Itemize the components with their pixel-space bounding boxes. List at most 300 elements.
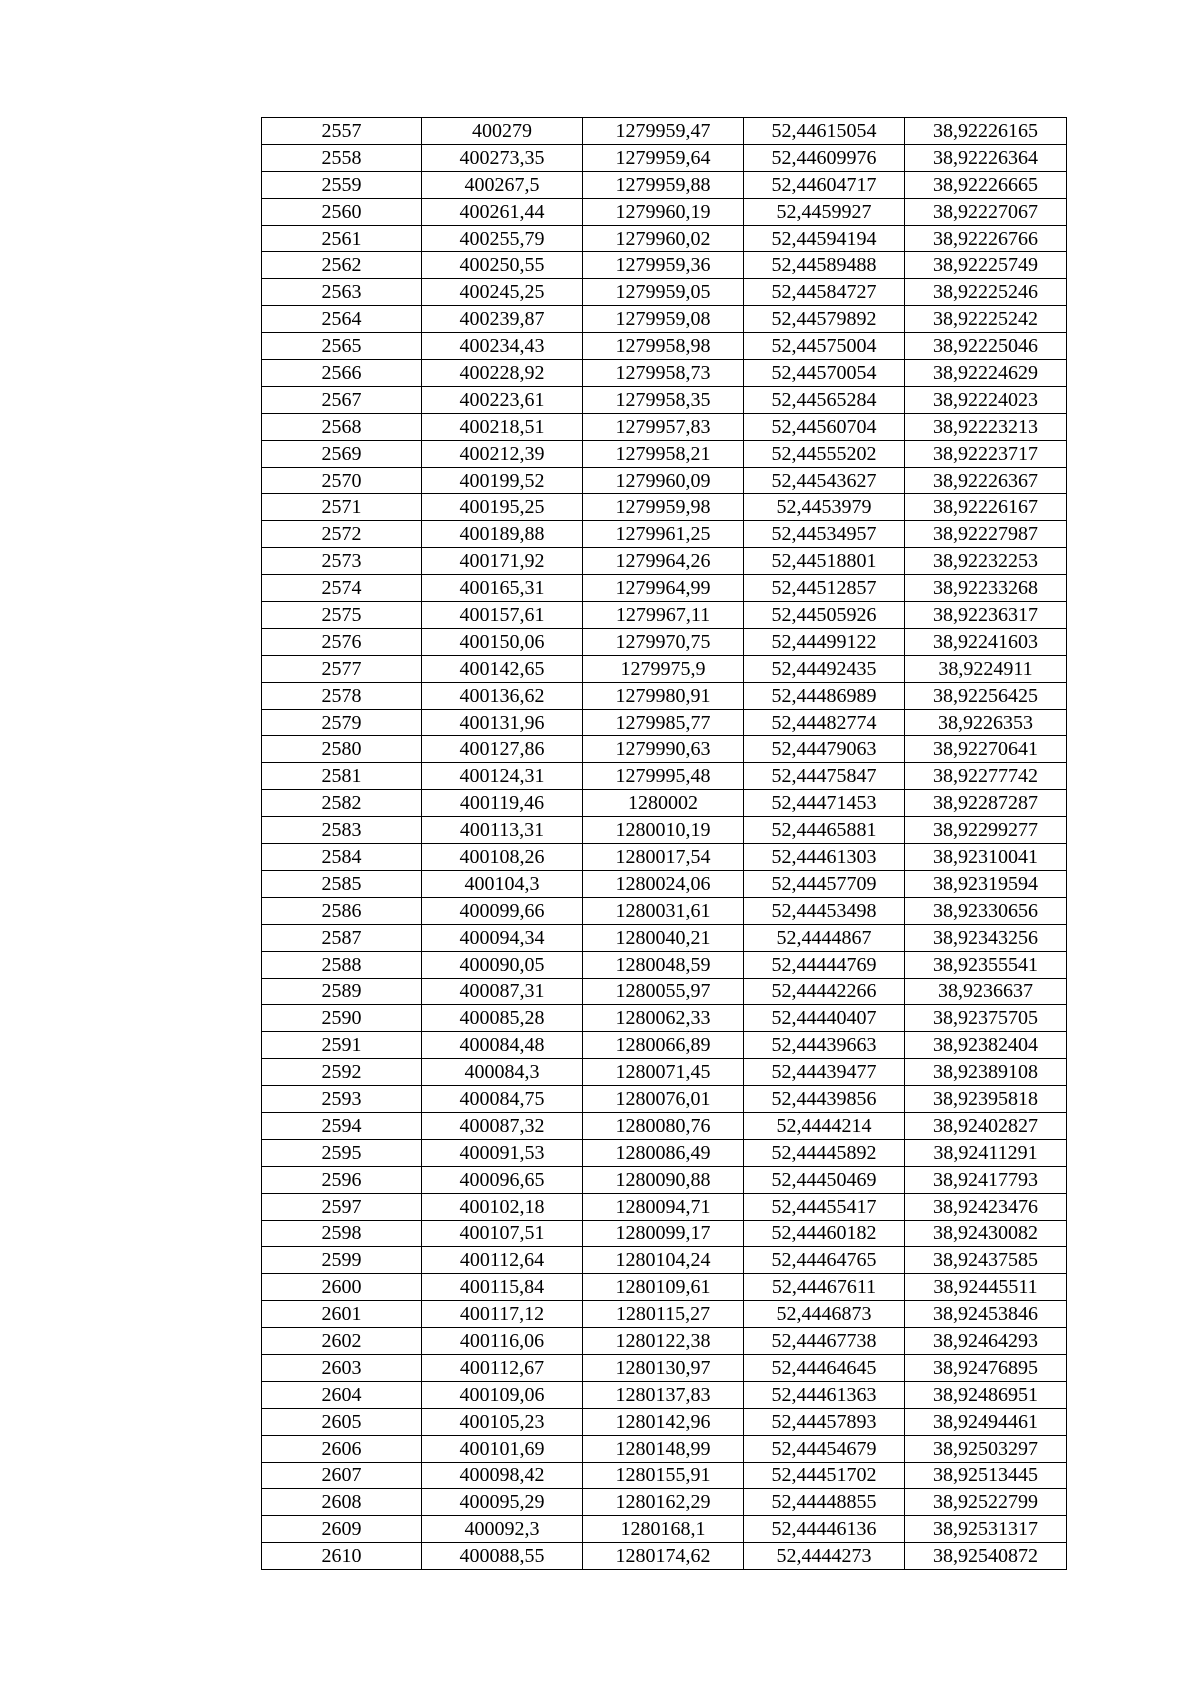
point-number-cell: 2597 bbox=[262, 1193, 422, 1220]
latitude-cell: 52,44505926 bbox=[744, 602, 905, 629]
longitude-cell: 38,92226167 bbox=[905, 494, 1067, 521]
point-number-cell: 2578 bbox=[262, 682, 422, 709]
table-row bbox=[262, 924, 1067, 951]
longitude-cell: 38,92277742 bbox=[905, 763, 1067, 790]
latitude-cell: 52,44512857 bbox=[744, 575, 905, 602]
longitude-cell: 38,92236317 bbox=[905, 602, 1067, 629]
point-number-cell: 2576 bbox=[262, 628, 422, 655]
x-coordinate-cell: 400195,25 bbox=[422, 494, 583, 521]
x-coordinate-cell: 400108,26 bbox=[422, 844, 583, 871]
y-coordinate-cell: 1279958,21 bbox=[583, 440, 744, 467]
table-row bbox=[262, 252, 1067, 279]
longitude-cell: 38,92486951 bbox=[905, 1381, 1067, 1408]
point-number-cell: 2589 bbox=[262, 978, 422, 1005]
x-coordinate-cell: 400228,92 bbox=[422, 360, 583, 387]
longitude-cell: 38,9236637 bbox=[905, 978, 1067, 1005]
point-number-cell: 2608 bbox=[262, 1489, 422, 1516]
longitude-cell: 38,92430082 bbox=[905, 1220, 1067, 1247]
x-coordinate-cell: 400094,34 bbox=[422, 924, 583, 951]
latitude-cell: 52,44482774 bbox=[744, 709, 905, 736]
y-coordinate-cell: 1279958,98 bbox=[583, 333, 744, 360]
y-coordinate-cell: 1279985,77 bbox=[583, 709, 744, 736]
point-number-cell: 2569 bbox=[262, 440, 422, 467]
point-number-cell: 2581 bbox=[262, 763, 422, 790]
x-coordinate-cell: 400112,67 bbox=[422, 1354, 583, 1381]
y-coordinate-cell: 1280062,33 bbox=[583, 1005, 744, 1032]
latitude-cell: 52,4444273 bbox=[744, 1543, 905, 1570]
y-coordinate-cell: 1280137,83 bbox=[583, 1381, 744, 1408]
point-number-cell: 2557 bbox=[262, 118, 422, 145]
y-coordinate-cell: 1279975,9 bbox=[583, 655, 744, 682]
y-coordinate-cell: 1280090,88 bbox=[583, 1166, 744, 1193]
longitude-cell: 38,92225246 bbox=[905, 279, 1067, 306]
table-row bbox=[262, 144, 1067, 171]
x-coordinate-cell: 400095,29 bbox=[422, 1489, 583, 1516]
point-number-cell: 2596 bbox=[262, 1166, 422, 1193]
latitude-cell: 52,44560704 bbox=[744, 413, 905, 440]
longitude-cell: 38,92343256 bbox=[905, 924, 1067, 951]
point-number-cell: 2602 bbox=[262, 1328, 422, 1355]
x-coordinate-cell: 400136,62 bbox=[422, 682, 583, 709]
longitude-cell: 38,92224629 bbox=[905, 360, 1067, 387]
latitude-cell: 52,44615054 bbox=[744, 118, 905, 145]
longitude-cell: 38,92411291 bbox=[905, 1139, 1067, 1166]
table-row bbox=[262, 978, 1067, 1005]
table-row bbox=[262, 1274, 1067, 1301]
longitude-cell: 38,92513445 bbox=[905, 1462, 1067, 1489]
x-coordinate-cell: 400116,06 bbox=[422, 1328, 583, 1355]
y-coordinate-cell: 1280094,71 bbox=[583, 1193, 744, 1220]
point-number-cell: 2586 bbox=[262, 897, 422, 924]
y-coordinate-cell: 1279967,11 bbox=[583, 602, 744, 629]
latitude-cell: 52,44492435 bbox=[744, 655, 905, 682]
longitude-cell: 38,92256425 bbox=[905, 682, 1067, 709]
y-coordinate-cell: 1280148,99 bbox=[583, 1435, 744, 1462]
x-coordinate-cell: 400102,18 bbox=[422, 1193, 583, 1220]
longitude-cell: 38,92233268 bbox=[905, 575, 1067, 602]
x-coordinate-cell: 400127,86 bbox=[422, 736, 583, 763]
point-number-cell: 2564 bbox=[262, 306, 422, 333]
longitude-cell: 38,92464293 bbox=[905, 1328, 1067, 1355]
x-coordinate-cell: 400199,52 bbox=[422, 467, 583, 494]
y-coordinate-cell: 1280109,61 bbox=[583, 1274, 744, 1301]
x-coordinate-cell: 400142,65 bbox=[422, 655, 583, 682]
point-number-cell: 2595 bbox=[262, 1139, 422, 1166]
y-coordinate-cell: 1280104,24 bbox=[583, 1247, 744, 1274]
point-number-cell: 2610 bbox=[262, 1543, 422, 1570]
point-number-cell: 2588 bbox=[262, 951, 422, 978]
latitude-cell: 52,44464765 bbox=[744, 1247, 905, 1274]
longitude-cell: 38,92395818 bbox=[905, 1086, 1067, 1113]
y-coordinate-cell: 1280017,54 bbox=[583, 844, 744, 871]
latitude-cell: 52,44453498 bbox=[744, 897, 905, 924]
latitude-cell: 52,44464645 bbox=[744, 1354, 905, 1381]
y-coordinate-cell: 1279961,25 bbox=[583, 521, 744, 548]
point-number-cell: 2594 bbox=[262, 1112, 422, 1139]
table-row bbox=[262, 763, 1067, 790]
x-coordinate-cell: 400245,25 bbox=[422, 279, 583, 306]
longitude-cell: 38,92382404 bbox=[905, 1032, 1067, 1059]
x-coordinate-cell: 400119,46 bbox=[422, 790, 583, 817]
point-number-cell: 2580 bbox=[262, 736, 422, 763]
point-number-cell: 2584 bbox=[262, 844, 422, 871]
table-row bbox=[262, 1112, 1067, 1139]
point-number-cell: 2592 bbox=[262, 1059, 422, 1086]
x-coordinate-cell: 400099,66 bbox=[422, 897, 583, 924]
longitude-cell: 38,92226165 bbox=[905, 118, 1067, 145]
x-coordinate-cell: 400084,3 bbox=[422, 1059, 583, 1086]
point-number-cell: 2585 bbox=[262, 870, 422, 897]
y-coordinate-cell: 1279960,19 bbox=[583, 198, 744, 225]
table-row bbox=[262, 279, 1067, 306]
latitude-cell: 52,44589488 bbox=[744, 252, 905, 279]
longitude-cell: 38,92417793 bbox=[905, 1166, 1067, 1193]
x-coordinate-cell: 400234,43 bbox=[422, 333, 583, 360]
longitude-cell: 38,92355541 bbox=[905, 951, 1067, 978]
table-row bbox=[262, 1462, 1067, 1489]
longitude-cell: 38,92225749 bbox=[905, 252, 1067, 279]
x-coordinate-cell: 400113,31 bbox=[422, 817, 583, 844]
point-number-cell: 2582 bbox=[262, 790, 422, 817]
table-row bbox=[262, 306, 1067, 333]
coordinates-table bbox=[261, 117, 1067, 1570]
point-number-cell: 2560 bbox=[262, 198, 422, 225]
point-number-cell: 2571 bbox=[262, 494, 422, 521]
table-row bbox=[262, 575, 1067, 602]
longitude-cell: 38,92299277 bbox=[905, 817, 1067, 844]
table-row bbox=[262, 1220, 1067, 1247]
y-coordinate-cell: 1280055,97 bbox=[583, 978, 744, 1005]
y-coordinate-cell: 1280115,27 bbox=[583, 1301, 744, 1328]
longitude-cell: 38,92375705 bbox=[905, 1005, 1067, 1032]
point-number-cell: 2558 bbox=[262, 144, 422, 171]
latitude-cell: 52,44467738 bbox=[744, 1328, 905, 1355]
x-coordinate-cell: 400212,39 bbox=[422, 440, 583, 467]
longitude-cell: 38,92437585 bbox=[905, 1247, 1067, 1274]
latitude-cell: 52,44471453 bbox=[744, 790, 905, 817]
x-coordinate-cell: 400239,87 bbox=[422, 306, 583, 333]
latitude-cell: 52,44440407 bbox=[744, 1005, 905, 1032]
longitude-cell: 38,92476895 bbox=[905, 1354, 1067, 1381]
longitude-cell: 38,92423476 bbox=[905, 1193, 1067, 1220]
longitude-cell: 38,9224911 bbox=[905, 655, 1067, 682]
table-row bbox=[262, 548, 1067, 575]
point-number-cell: 2603 bbox=[262, 1354, 422, 1381]
y-coordinate-cell: 1280024,06 bbox=[583, 870, 744, 897]
y-coordinate-cell: 1279990,63 bbox=[583, 736, 744, 763]
longitude-cell: 38,92226665 bbox=[905, 171, 1067, 198]
x-coordinate-cell: 400255,79 bbox=[422, 225, 583, 252]
x-coordinate-cell: 400105,23 bbox=[422, 1408, 583, 1435]
latitude-cell: 52,44457893 bbox=[744, 1408, 905, 1435]
latitude-cell: 52,44439477 bbox=[744, 1059, 905, 1086]
point-number-cell: 2568 bbox=[262, 413, 422, 440]
latitude-cell: 52,4453979 bbox=[744, 494, 905, 521]
latitude-cell: 52,44579892 bbox=[744, 306, 905, 333]
longitude-cell: 38,92227067 bbox=[905, 198, 1067, 225]
table-row bbox=[262, 1247, 1067, 1274]
x-coordinate-cell: 400171,92 bbox=[422, 548, 583, 575]
table-row bbox=[262, 467, 1067, 494]
y-coordinate-cell: 1280048,59 bbox=[583, 951, 744, 978]
longitude-cell: 38,92226364 bbox=[905, 144, 1067, 171]
latitude-cell: 52,44461303 bbox=[744, 844, 905, 871]
latitude-cell: 52,44584727 bbox=[744, 279, 905, 306]
x-coordinate-cell: 400117,12 bbox=[422, 1301, 583, 1328]
latitude-cell: 52,44543627 bbox=[744, 467, 905, 494]
table-row bbox=[262, 333, 1067, 360]
point-number-cell: 2572 bbox=[262, 521, 422, 548]
point-number-cell: 2607 bbox=[262, 1462, 422, 1489]
table-row bbox=[262, 118, 1067, 145]
latitude-cell: 52,44451702 bbox=[744, 1462, 905, 1489]
point-number-cell: 2587 bbox=[262, 924, 422, 951]
y-coordinate-cell: 1279959,08 bbox=[583, 306, 744, 333]
y-coordinate-cell: 1279959,98 bbox=[583, 494, 744, 521]
y-coordinate-cell: 1279958,73 bbox=[583, 360, 744, 387]
latitude-cell: 52,44518801 bbox=[744, 548, 905, 575]
x-coordinate-cell: 400087,31 bbox=[422, 978, 583, 1005]
point-number-cell: 2583 bbox=[262, 817, 422, 844]
table-row bbox=[262, 1435, 1067, 1462]
point-number-cell: 2579 bbox=[262, 709, 422, 736]
table-row bbox=[262, 1354, 1067, 1381]
longitude-cell: 38,92319594 bbox=[905, 870, 1067, 897]
longitude-cell: 38,92540872 bbox=[905, 1543, 1067, 1570]
point-number-cell: 2573 bbox=[262, 548, 422, 575]
table-row bbox=[262, 1301, 1067, 1328]
latitude-cell: 52,4444867 bbox=[744, 924, 905, 951]
x-coordinate-cell: 400157,61 bbox=[422, 602, 583, 629]
table-row bbox=[262, 1166, 1067, 1193]
x-coordinate-cell: 400098,42 bbox=[422, 1462, 583, 1489]
x-coordinate-cell: 400165,31 bbox=[422, 575, 583, 602]
x-coordinate-cell: 400087,32 bbox=[422, 1112, 583, 1139]
table-row bbox=[262, 844, 1067, 871]
table-row bbox=[262, 817, 1067, 844]
x-coordinate-cell: 400115,84 bbox=[422, 1274, 583, 1301]
table-row bbox=[262, 736, 1067, 763]
latitude-cell: 52,4444214 bbox=[744, 1112, 905, 1139]
x-coordinate-cell: 400131,96 bbox=[422, 709, 583, 736]
x-coordinate-cell: 400223,61 bbox=[422, 386, 583, 413]
y-coordinate-cell: 1280002 bbox=[583, 790, 744, 817]
point-number-cell: 2590 bbox=[262, 1005, 422, 1032]
point-number-cell: 2609 bbox=[262, 1516, 422, 1543]
y-coordinate-cell: 1280031,61 bbox=[583, 897, 744, 924]
y-coordinate-cell: 1279958,35 bbox=[583, 386, 744, 413]
y-coordinate-cell: 1279960,09 bbox=[583, 467, 744, 494]
table-row bbox=[262, 602, 1067, 629]
point-number-cell: 2600 bbox=[262, 1274, 422, 1301]
y-coordinate-cell: 1279970,75 bbox=[583, 628, 744, 655]
y-coordinate-cell: 1280168,1 bbox=[583, 1516, 744, 1543]
y-coordinate-cell: 1279995,48 bbox=[583, 763, 744, 790]
point-number-cell: 2593 bbox=[262, 1086, 422, 1113]
y-coordinate-cell: 1280066,89 bbox=[583, 1032, 744, 1059]
y-coordinate-cell: 1279959,36 bbox=[583, 252, 744, 279]
table-row bbox=[262, 1381, 1067, 1408]
longitude-cell: 38,92445511 bbox=[905, 1274, 1067, 1301]
x-coordinate-cell: 400189,88 bbox=[422, 521, 583, 548]
x-coordinate-cell: 400218,51 bbox=[422, 413, 583, 440]
table-row bbox=[262, 1059, 1067, 1086]
x-coordinate-cell: 400250,55 bbox=[422, 252, 583, 279]
point-number-cell: 2601 bbox=[262, 1301, 422, 1328]
longitude-cell: 38,92224023 bbox=[905, 386, 1067, 413]
y-coordinate-cell: 1279964,99 bbox=[583, 575, 744, 602]
table-row bbox=[262, 655, 1067, 682]
longitude-cell: 38,92389108 bbox=[905, 1059, 1067, 1086]
latitude-cell: 52,44486989 bbox=[744, 682, 905, 709]
y-coordinate-cell: 1279960,02 bbox=[583, 225, 744, 252]
point-number-cell: 2599 bbox=[262, 1247, 422, 1274]
latitude-cell: 52,44442266 bbox=[744, 978, 905, 1005]
y-coordinate-cell: 1280155,91 bbox=[583, 1462, 744, 1489]
longitude-cell: 38,92522799 bbox=[905, 1489, 1067, 1516]
y-coordinate-cell: 1280086,49 bbox=[583, 1139, 744, 1166]
y-coordinate-cell: 1279980,91 bbox=[583, 682, 744, 709]
y-coordinate-cell: 1280174,62 bbox=[583, 1543, 744, 1570]
longitude-cell: 38,9226353 bbox=[905, 709, 1067, 736]
x-coordinate-cell: 400096,65 bbox=[422, 1166, 583, 1193]
x-coordinate-cell: 400261,44 bbox=[422, 198, 583, 225]
latitude-cell: 52,44475847 bbox=[744, 763, 905, 790]
table-row bbox=[262, 628, 1067, 655]
latitude-cell: 52,44457709 bbox=[744, 870, 905, 897]
table-row bbox=[262, 1005, 1067, 1032]
latitude-cell: 52,44575004 bbox=[744, 333, 905, 360]
table-row bbox=[262, 1139, 1067, 1166]
longitude-cell: 38,92402827 bbox=[905, 1112, 1067, 1139]
latitude-cell: 52,44499122 bbox=[744, 628, 905, 655]
x-coordinate-cell: 400104,3 bbox=[422, 870, 583, 897]
x-coordinate-cell: 400090,05 bbox=[422, 951, 583, 978]
point-number-cell: 2563 bbox=[262, 279, 422, 306]
table-row bbox=[262, 1543, 1067, 1570]
point-number-cell: 2562 bbox=[262, 252, 422, 279]
x-coordinate-cell: 400084,48 bbox=[422, 1032, 583, 1059]
y-coordinate-cell: 1280010,19 bbox=[583, 817, 744, 844]
longitude-cell: 38,92226766 bbox=[905, 225, 1067, 252]
point-number-cell: 2577 bbox=[262, 655, 422, 682]
x-coordinate-cell: 400150,06 bbox=[422, 628, 583, 655]
latitude-cell: 52,44444769 bbox=[744, 951, 905, 978]
latitude-cell: 52,44439856 bbox=[744, 1086, 905, 1113]
latitude-cell: 52,44460182 bbox=[744, 1220, 905, 1247]
latitude-cell: 52,44455417 bbox=[744, 1193, 905, 1220]
table-row bbox=[262, 386, 1067, 413]
table-row bbox=[262, 198, 1067, 225]
y-coordinate-cell: 1279959,64 bbox=[583, 144, 744, 171]
latitude-cell: 52,44461363 bbox=[744, 1381, 905, 1408]
latitude-cell: 52,44465881 bbox=[744, 817, 905, 844]
latitude-cell: 52,44555202 bbox=[744, 440, 905, 467]
table-row bbox=[262, 413, 1067, 440]
longitude-cell: 38,92270641 bbox=[905, 736, 1067, 763]
table-row bbox=[262, 1489, 1067, 1516]
y-coordinate-cell: 1279959,47 bbox=[583, 118, 744, 145]
point-number-cell: 2566 bbox=[262, 360, 422, 387]
longitude-cell: 38,92330656 bbox=[905, 897, 1067, 924]
latitude-cell: 52,44594194 bbox=[744, 225, 905, 252]
y-coordinate-cell: 1279959,88 bbox=[583, 171, 744, 198]
x-coordinate-cell: 400109,06 bbox=[422, 1381, 583, 1408]
point-number-cell: 2575 bbox=[262, 602, 422, 629]
y-coordinate-cell: 1280130,97 bbox=[583, 1354, 744, 1381]
y-coordinate-cell: 1279964,26 bbox=[583, 548, 744, 575]
longitude-cell: 38,92232253 bbox=[905, 548, 1067, 575]
point-number-cell: 2574 bbox=[262, 575, 422, 602]
table-row bbox=[262, 360, 1067, 387]
latitude-cell: 52,44446136 bbox=[744, 1516, 905, 1543]
x-coordinate-cell: 400088,55 bbox=[422, 1543, 583, 1570]
longitude-cell: 38,92531317 bbox=[905, 1516, 1067, 1543]
table-row bbox=[262, 897, 1067, 924]
x-coordinate-cell: 400112,64 bbox=[422, 1247, 583, 1274]
table-row bbox=[262, 1328, 1067, 1355]
longitude-cell: 38,92494461 bbox=[905, 1408, 1067, 1435]
x-coordinate-cell: 400092,3 bbox=[422, 1516, 583, 1543]
longitude-cell: 38,92503297 bbox=[905, 1435, 1067, 1462]
y-coordinate-cell: 1280076,01 bbox=[583, 1086, 744, 1113]
y-coordinate-cell: 1280142,96 bbox=[583, 1408, 744, 1435]
y-coordinate-cell: 1279957,83 bbox=[583, 413, 744, 440]
table-row bbox=[262, 951, 1067, 978]
longitude-cell: 38,92287287 bbox=[905, 790, 1067, 817]
x-coordinate-cell: 400084,75 bbox=[422, 1086, 583, 1113]
x-coordinate-cell: 400101,69 bbox=[422, 1435, 583, 1462]
x-coordinate-cell: 400085,28 bbox=[422, 1005, 583, 1032]
latitude-cell: 52,44445892 bbox=[744, 1139, 905, 1166]
latitude-cell: 52,44609976 bbox=[744, 144, 905, 171]
latitude-cell: 52,44604717 bbox=[744, 171, 905, 198]
table-row bbox=[262, 870, 1067, 897]
longitude-cell: 38,92453846 bbox=[905, 1301, 1067, 1328]
latitude-cell: 52,44534957 bbox=[744, 521, 905, 548]
point-number-cell: 2565 bbox=[262, 333, 422, 360]
latitude-cell: 52,44454679 bbox=[744, 1435, 905, 1462]
table-row bbox=[262, 521, 1067, 548]
longitude-cell: 38,92227987 bbox=[905, 521, 1067, 548]
y-coordinate-cell: 1280071,45 bbox=[583, 1059, 744, 1086]
latitude-cell: 52,44479063 bbox=[744, 736, 905, 763]
table-row bbox=[262, 709, 1067, 736]
latitude-cell: 52,44570054 bbox=[744, 360, 905, 387]
longitude-cell: 38,92225046 bbox=[905, 333, 1067, 360]
table-row bbox=[262, 790, 1067, 817]
longitude-cell: 38,92310041 bbox=[905, 844, 1067, 871]
table-row bbox=[262, 225, 1067, 252]
latitude-cell: 52,44439663 bbox=[744, 1032, 905, 1059]
x-coordinate-cell: 400091,53 bbox=[422, 1139, 583, 1166]
y-coordinate-cell: 1280040,21 bbox=[583, 924, 744, 951]
longitude-cell: 38,92225242 bbox=[905, 306, 1067, 333]
latitude-cell: 52,44467611 bbox=[744, 1274, 905, 1301]
point-number-cell: 2567 bbox=[262, 386, 422, 413]
table-row bbox=[262, 1086, 1067, 1113]
latitude-cell: 52,44565284 bbox=[744, 386, 905, 413]
x-coordinate-cell: 400279 bbox=[422, 118, 583, 145]
longitude-cell: 38,92223213 bbox=[905, 413, 1067, 440]
y-coordinate-cell: 1280162,29 bbox=[583, 1489, 744, 1516]
table-row bbox=[262, 1408, 1067, 1435]
point-number-cell: 2570 bbox=[262, 467, 422, 494]
point-number-cell: 2559 bbox=[262, 171, 422, 198]
point-number-cell: 2561 bbox=[262, 225, 422, 252]
latitude-cell: 52,44448855 bbox=[744, 1489, 905, 1516]
point-number-cell: 2591 bbox=[262, 1032, 422, 1059]
